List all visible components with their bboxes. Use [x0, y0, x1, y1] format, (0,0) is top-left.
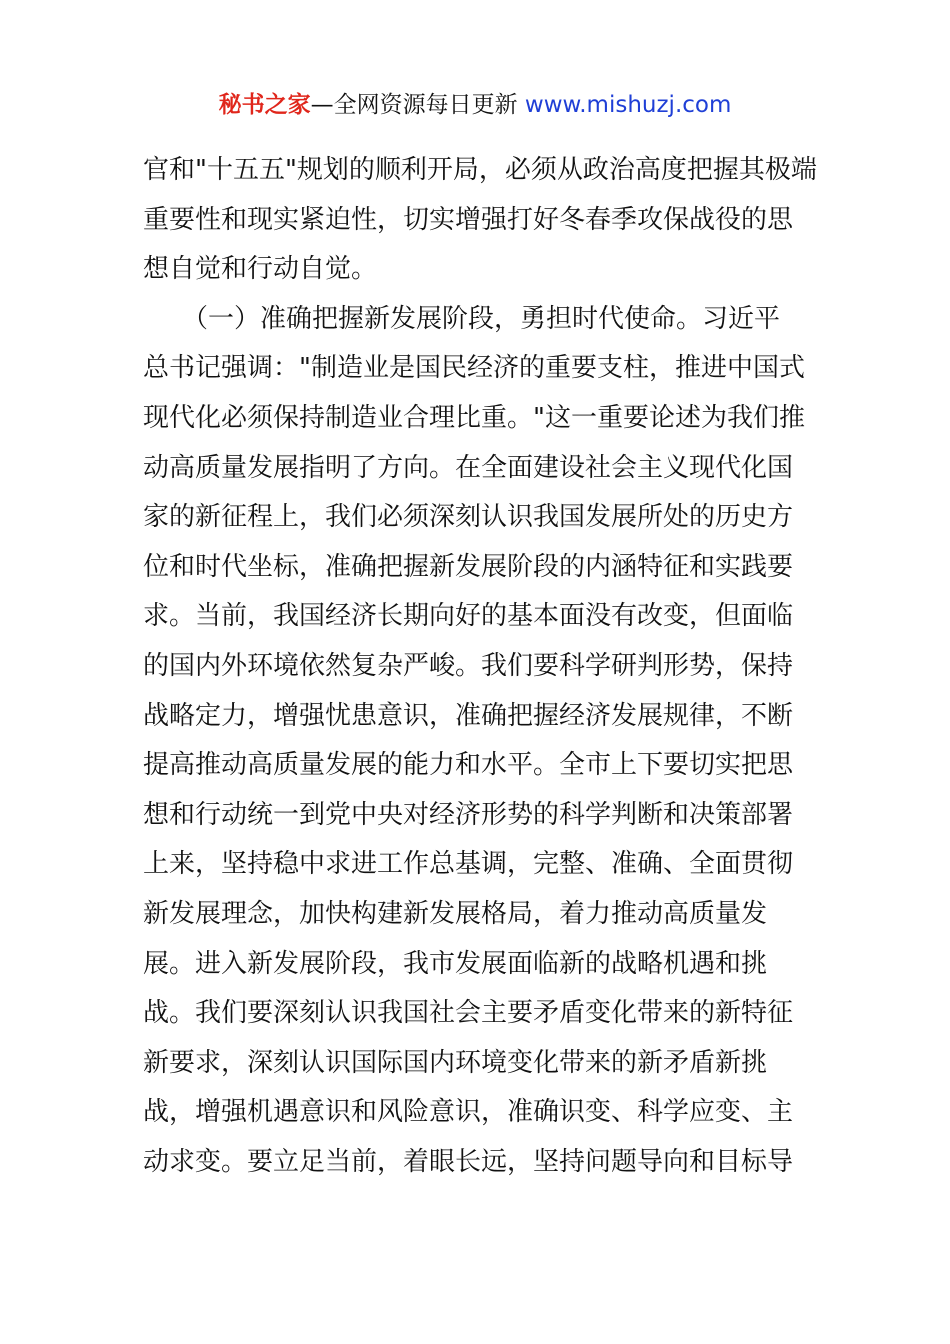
text-line: 战略定力，增强忧患意识，准确把握经济发展规律，不断: [143, 700, 794, 731]
body-text: [143, 146, 817, 1187]
text-line: 提高推动高质量发展的能力和水平。全市上下要切实把思: [143, 750, 794, 781]
text-line: 新发展理念，加快构建新发展格局，着力推动高质量发: [143, 898, 768, 929]
text-line: 重要性和现实紧迫性，切实增强打好冬春季攻保战役的思: [143, 204, 794, 235]
text-line: 位和时代坐标，准确把握新发展阶段的内涵特征和实践要: [143, 551, 794, 582]
page-header: [0, 88, 950, 122]
text-line: （一）准确把握新发展阶段，勇担时代使命。习近平: [143, 303, 781, 334]
text-line: 新要求，深刻认识国际国内环境变化带来的新矛盾新挑: [143, 1047, 768, 1078]
text-line: 动高质量发展指明了方向。在全面建设社会主义现代化国: [143, 452, 794, 483]
text-line: 上来，坚持稳中求进工作总基调，完整、准确、全面贯彻: [143, 849, 794, 880]
header-tagline: —全网资源每日更新: [310, 92, 525, 118]
text-line: 战，增强机遇意识和风险意识，准确识变、科学应变、主: [143, 1097, 794, 1128]
text-line: 动求变。要立足当前，着眼长远，坚持问题导向和目标导: [143, 1146, 794, 1177]
text-line: 总书记强调："制造业是国民经济的重要支柱，推进中国式: [143, 353, 805, 384]
text-line: 家的新征程上，我们必须深刻认识我国发展所处的历史方: [143, 502, 794, 533]
text-line: 想自觉和行动自觉。: [143, 254, 378, 285]
text-line: 现代化必须保持制造业合理比重。"这一重要论述为我们推: [143, 402, 805, 433]
text-line: 求。当前，我国经济长期向好的基本面没有改变，但面临: [143, 601, 794, 632]
text-line: 的国内外环境依然复杂严峻。我们要科学研判形势，保持: [143, 650, 794, 681]
text-line: 战。我们要深刻认识我国社会主要矛盾变化带来的新特征: [143, 998, 794, 1029]
text-line: 展。进入新发展阶段，我市发展面临新的战略机遇和挑: [143, 948, 768, 979]
text-line: 官和"十五五"规划的顺利开局，必须从政治高度把握其极端: [143, 155, 817, 185]
site-url-link[interactable]: www.mishuzj.com: [524, 92, 732, 118]
text-line: 想和行动统一到党中央对经济形势的科学判断和决策部署: [143, 799, 794, 830]
site-brand: 秘书之家: [218, 92, 311, 118]
